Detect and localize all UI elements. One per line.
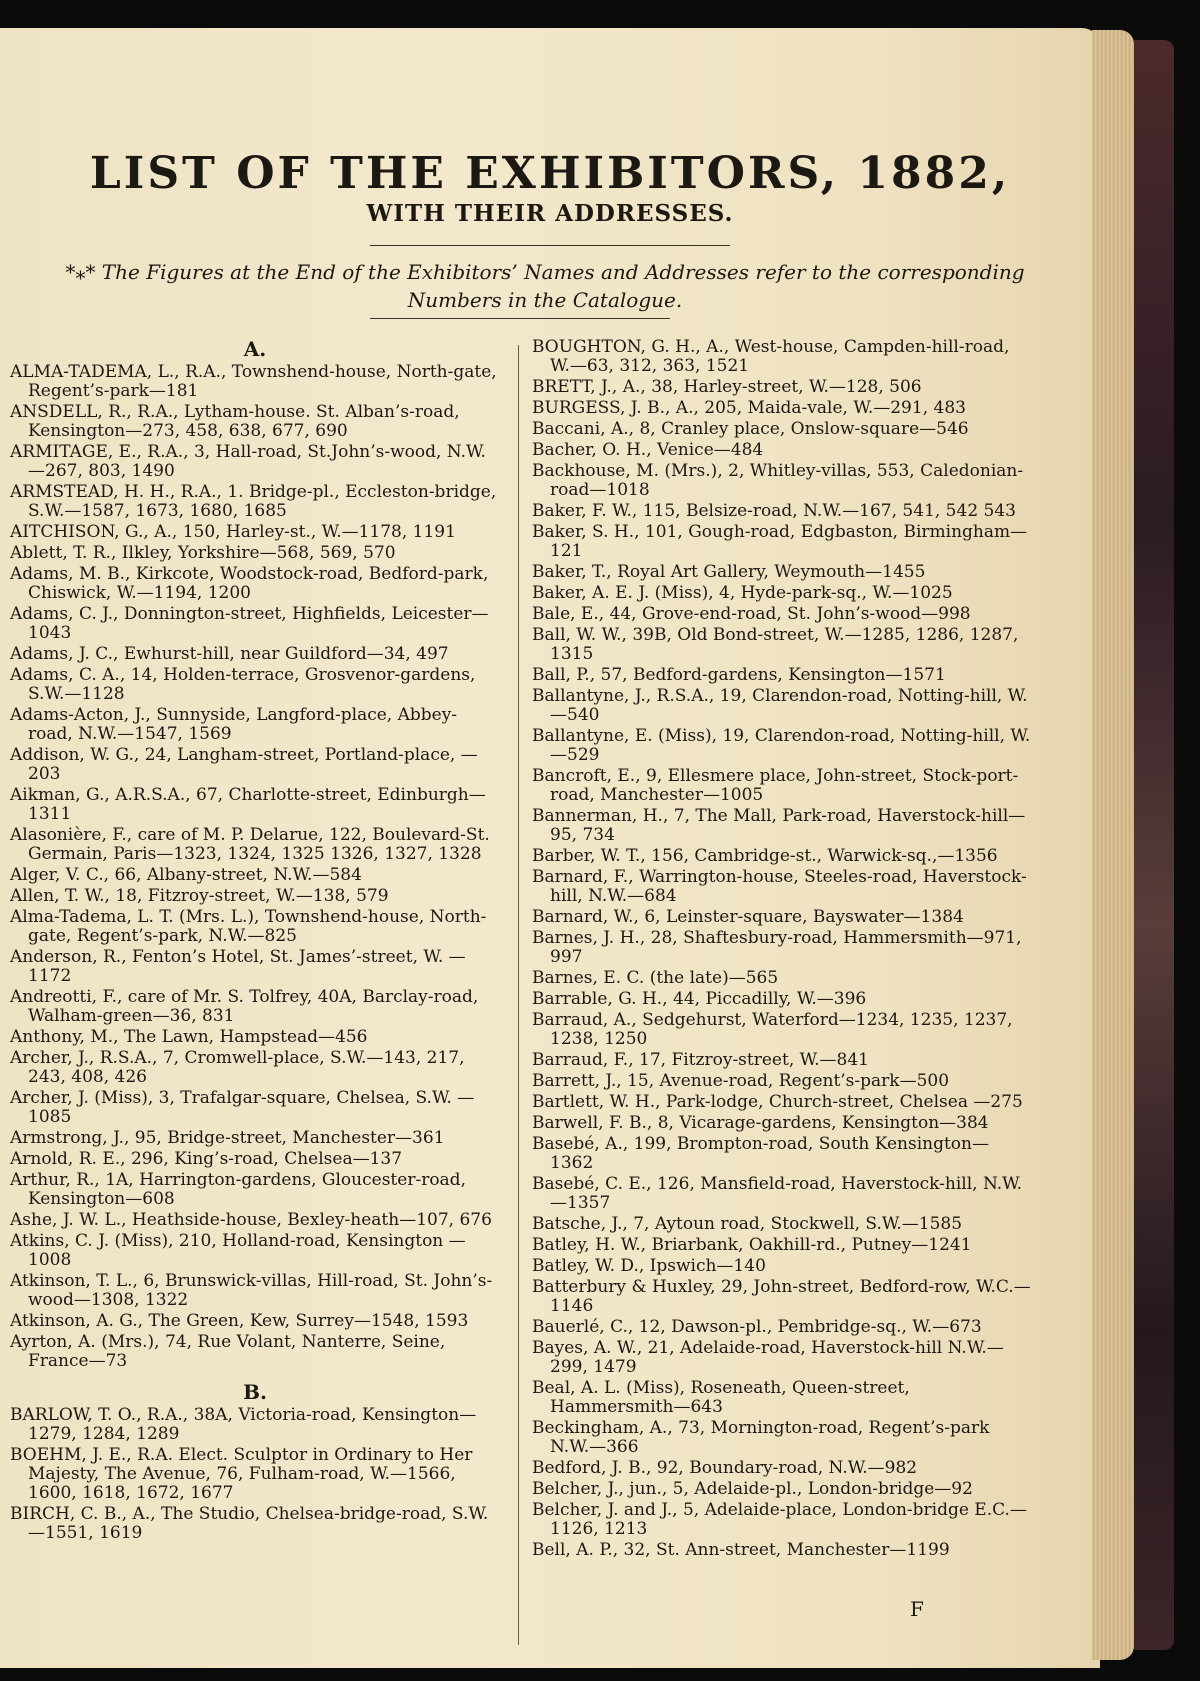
exhibitor-entry: Atkinson, A. G., The Green, Kew, Surrey—1548, 1593 [10,1311,469,1331]
exhibitor-entry: Ballantyne, E. (Miss), 19, Clarendon-road, Notting-hill, W.—529 [532,726,1031,765]
exhibitor-entry: Basebé, A., 199, Brompton-road, South Kensington—1362 [532,1134,989,1173]
exhibitor-entry: Bell, A. P., 32, St. Ann-street, Manchester—1199 [532,1540,950,1560]
exhibitor-entry: Adams, J. C., Ewhurst-hill, near Guildford—34, 497 [10,644,449,664]
exhibitor-entry: Barrett, J., 15, Avenue-road, Regent’s-park—500 [532,1071,950,1091]
exhibitor-entry: Bedford, J. B., 92, Boundary-road, N.W.—982 [532,1458,918,1478]
exhibitor-entry: Arthur, R., 1A, Harrington-gardens, Gloucester-road, Kensington—608 [10,1170,466,1209]
exhibitor-entry: Beal, A. L. (Miss), Roseneath, Queen-street, Hammersmith—643 [532,1378,910,1417]
exhibitor-entry: Ayrton, A. (Mrs.), 74, Rue Volant, Nanterre, Seine, France—73 [10,1332,446,1371]
section-a-entries [10,363,500,1371]
exhibitor-entry: Ball, W. W., 39B, Old Bond-street, W.—1285, 1286, 1287, 1315 [532,625,1019,664]
exhibitor-entry: BARLOW, T. O., R.A., 38A, Victoria-road, Kensington—1279, 1284, 1289 [10,1405,477,1444]
exhibitor-entry: ARMITAGE, E., R.A., 3, Hall-road, St.John’s-wood, N.W.—267, 803, 1490 [10,442,486,481]
exhibitor-entry: Alma-Tadema, L. T. (Mrs. L.), Townshend-house, North-gate, Regent’s-park, N.W.—825 [10,907,487,946]
exhibitor-entry: Ball, P., 57, Bedford-gardens, Kensington—1571 [532,665,946,685]
exhibitor-entry: Allen, T. W., 18, Fitzroy-street, W.—138, 579 [10,886,389,906]
exhibitor-entry: Anthony, M., The Lawn, Hampstead—456 [10,1027,368,1047]
exhibitor-entry: Baker, F. W., 115, Belsize-road, N.W.—167, 541, 542 543 [532,501,1016,521]
exhibitor-entry: Addison, W. G., 24, Langham-street, Portland-place, —203 [10,745,478,784]
exhibitor-entry: Barnes, E. C. (the late)—565 [532,968,779,988]
section-letter-b: B. [243,1380,267,1404]
exhibitor-entry: ARMSTEAD, H. H., R.A., 1. Bridge-pl., Eccleston-bridge, S.W.—1587, 1673, 1680, 1685 [10,482,497,521]
exhibitor-entry: Barnes, J. H., 28, Shaftesbury-road, Hammersmith—971, 997 [532,928,1022,967]
exhibitor-entry: Adams-Acton, J., Sunnyside, Langford-place, Abbey-road, N.W.—1547, 1569 [10,705,458,744]
exhibitor-entry: BIRCH, C. B., A., The Studio, Chelsea-bridge-road, S.W.—1551, 1619 [10,1504,489,1543]
exhibitor-entry: Bayes, A. W., 21, Adelaide-road, Haverstock-hill N.W.—299, 1479 [532,1338,1004,1377]
exhibitor-entry: ALMA-TADEMA, L., R.A., Townshend-house, North-gate, Regent’s-park—181 [10,362,497,401]
exhibitor-entry: BOUGHTON, G. H., A., West-house, Campden-hill-road, W.—63, 312, 363, 1521 [532,337,1010,376]
exhibitor-entry: Backhouse, M. (Mrs.), 2, Whitley-villas, 553, Caledonian-road—1018 [532,461,1024,500]
exhibitor-entry: Barraud, A., Sedgehurst, Waterford—1234, 1235, 1237, 1238, 1250 [532,1010,1013,1049]
exhibitor-entry: Barrable, G. H., 44, Piccadilly, W.—396 [532,989,867,1009]
page-edges [1092,30,1134,1660]
exhibitor-entry: ANSDELL, R., R.A., Lytham-house. St. Alban’s-road, Kensington—273, 458, 638, 677, 690 [10,402,460,441]
exhibitor-entry: Barraud, F., 17, Fitzroy-street, W.—841 [532,1050,869,1070]
note-text: The Figures at the End of the Exhibitors’ Names and Addresses refer to the corresponding Numbers in the Catalogue. [101,260,1025,312]
exhibitor-entry: Beckingham, A., 73, Mornington-road, Regent’s-park N.W.—366 [532,1418,990,1457]
catalogue-note [40,258,1050,314]
column-divider [518,345,519,1645]
exhibitor-entry: Armstrong, J., 95, Bridge-street, Manchester—361 [10,1128,445,1148]
exhibitor-entry: Batley, W. D., Ipswich—140 [532,1256,766,1276]
exhibitor-entry: Barber, W. T., 156, Cambridge-st., Warwick-sq.,—1356 [532,846,998,866]
exhibitor-entry: Belcher, J., jun., 5, Adelaide-pl., London-bridge—92 [532,1479,973,1499]
section-b-entries-left [10,1406,500,1543]
exhibitor-entry: Bancroft, E., 9, Ellesmere place, John-street, Stock-port-road, Manchester—1005 [532,766,1019,805]
exhibitor-entry: Batley, H. W., Briarbank, Oakhill-rd., Putney—1241 [532,1235,972,1255]
exhibitor-entry: BOEHM, J. E., R.A. Elect. Sculptor in Ordinary to Her Majesty, The Avenue, 76, Fulham-road, W.—1566, 1600, 1618, 1672, 1677 [10,1445,473,1503]
page-title: LIST OF THE EXHIBITORS, 1882, [89,148,1011,199]
exhibitor-entry: Adams, C. A., 14, Holden-terrace, Grosvenor-gardens, S.W.—1128 [10,665,476,704]
exhibitor-entry: Barnard, F., Warrington-house, Steeles-road, Haverstock-hill, N.W.—684 [532,867,1027,906]
exhibitor-entry: Ballantyne, J., R.S.A., 19, Clarendon-road, Notting-hill, W.—540 [532,686,1028,725]
title-rule [370,245,730,246]
exhibitor-entry: Barnard, W., 6, Leinster-square, Bayswater—1384 [532,907,964,927]
exhibitor-entry: Adams, C. J., Donnington-street, Highfields, Leicester—1043 [10,604,489,643]
exhibitor-entry: BRETT, J., A., 38, Harley-street, W.—128, 506 [532,377,922,397]
exhibitor-entry: Andreotti, F., care of Mr. S. Tolfrey, 40A, Barclay-road, Walham-green—36, 831 [10,987,479,1026]
exhibitor-entry: Ablett, T. R., Ilkley, Yorkshire—568, 569, 570 [10,543,396,563]
exhibitor-entry: Atkinson, T. L., 6, Brunswick-villas, Hill-road, St. John’s-wood—1308, 1322 [10,1271,493,1310]
exhibitor-entry: Bannerman, H., 7, The Mall, Park-road, Haverstock-hill—95, 734 [532,806,1026,845]
asterism: *⁎* [65,260,96,284]
signature-mark: F [910,1597,924,1621]
left-column [10,338,500,1545]
exhibitor-entry: Basebé, C. E., 126, Mansfield-road, Haverstock-hill, N.W.—1357 [532,1174,1023,1213]
exhibitor-entry: Bacher, O. H., Venice—484 [532,440,764,460]
exhibitor-entry: Batsche, J., 7, Aytoun road, Stockwell, S.W.—1585 [532,1214,963,1234]
page-subtitle: WITH THEIR ADDRESSES. [366,200,734,227]
exhibitor-entry: Aikman, G., A.R.S.A., 67, Charlotte-street, Edinburgh—1311 [10,785,486,824]
exhibitor-entry: Alger, V. C., 66, Albany-street, N.W.—584 [10,865,362,885]
exhibitor-entry: Alasonière, F., care of M. P. Delarue, 122, Boulevard-St. Germain, Paris—1323, 1324, 1325 1326, 1327, 1328 [10,825,490,864]
right-column [532,338,1032,1562]
exhibitor-entry: Bartlett, W. H., Park-lodge, Church-street, Chelsea —275 [532,1092,1023,1112]
marbled-edge [1134,40,1174,1650]
section-b-entries-right [532,338,1032,1560]
note-rule [370,318,670,319]
exhibitor-entry: Bale, E., 44, Grove-end-road, St. John’s-wood—998 [532,604,971,624]
exhibitor-entry: Baker, S. H., 101, Gough-road, Edgbaston, Birmingham—121 [532,522,1028,561]
exhibitor-entry: Batterbury & Huxley, 29, John-street, Bedford-row, W.C.—1146 [532,1277,1031,1316]
exhibitor-entry: Baker, A. E. J. (Miss), 4, Hyde-park-sq., W.—1025 [532,583,953,603]
exhibitor-entry: Adams, M. B., Kirkcote, Woodstock-road, Bedford-park, Chiswick, W.—1194, 1200 [10,564,489,603]
exhibitor-entry: Baccani, A., 8, Cranley place, Onslow-square—546 [532,419,969,439]
exhibitor-entry: Anderson, R., Fenton’s Hotel, St. James’-street, W. —1172 [10,947,466,986]
exhibitor-entry: Archer, J. (Miss), 3, Trafalgar-square, Chelsea, S.W. —1085 [10,1088,475,1127]
exhibitor-entry: Barwell, F. B., 8, Vicarage-gardens, Kensington—384 [532,1113,989,1133]
exhibitor-entry: Atkins, C. J. (Miss), 210, Holland-road, Kensington —1008 [10,1231,466,1270]
exhibitor-entry: Bauerlé, C., 12, Dawson-pl., Pembridge-sq., W.—673 [532,1317,982,1337]
exhibitor-entry: Baker, T., Royal Art Gallery, Weymouth—1455 [532,562,926,582]
exhibitor-entry: Archer, J., R.S.A., 7, Cromwell-place, S.W.—143, 217, 243, 408, 426 [10,1048,465,1087]
exhibitor-entry: Arnold, R. E., 296, King’s-road, Chelsea—137 [10,1149,403,1169]
exhibitor-entry: Belcher, J. and J., 5, Adelaide-place, London-bridge E.C.—1126, 1213 [532,1500,1027,1539]
exhibitor-entry: Ashe, J. W. L., Heathside-house, Bexley-heath—107, 676 [10,1210,492,1230]
section-letter-a: A. [243,337,267,361]
exhibitor-entry: BURGESS, J. B., A., 205, Maida-vale, W.—291, 483 [532,398,966,418]
exhibitor-entry: AITCHISON, G., A., 150, Harley-st., W.—1178, 1191 [10,522,456,542]
